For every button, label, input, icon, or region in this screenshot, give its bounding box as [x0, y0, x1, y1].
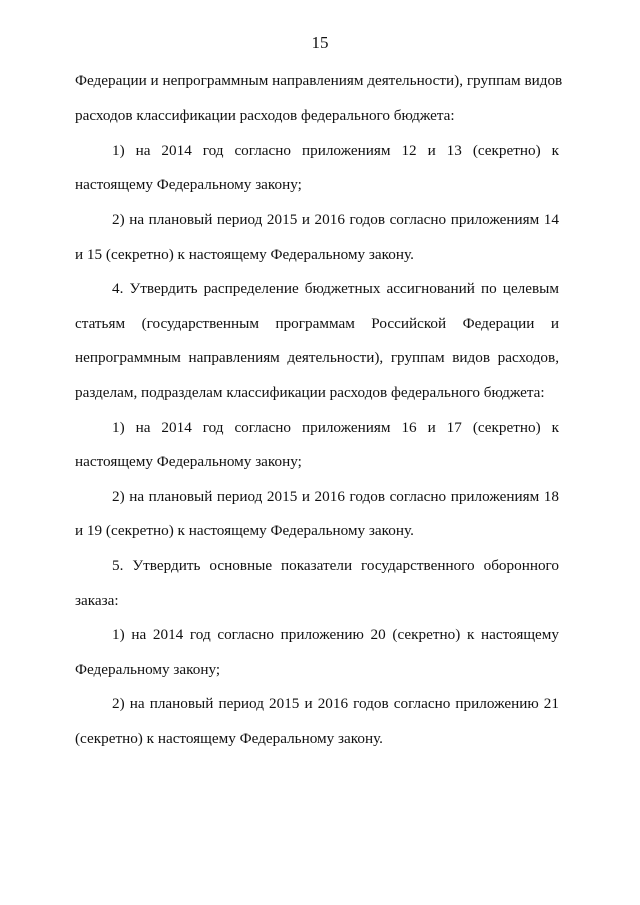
text-line: заказа: — [75, 592, 119, 609]
text-line: 1) на 2014 год согласно приложениям 16 и 17 (секретно) к — [112, 419, 559, 436]
text-line: расходов классификации расходов федерального бюджета: — [75, 107, 455, 124]
text-line: настоящему Федеральному закону; — [75, 453, 302, 470]
text-line: 4. Утвердить распределение бюджетных ассигнований по целевым — [112, 280, 559, 297]
text-line: Федеральному закону; — [75, 661, 221, 678]
text-line: статьям (государственным программам Российской Федерации и — [75, 315, 559, 332]
text-line: 1) на 2014 год согласно приложениям 12 и 13 (секретно) к — [112, 142, 559, 159]
text-line: настоящему Федеральному закону; — [75, 176, 302, 193]
text-line: 5. Утвердить основные показатели государственного оборонного — [112, 557, 559, 574]
text-line: 2) на плановый период 2015 и 2016 годов согласно приложениям 18 — [112, 488, 559, 505]
page-number: 15 — [311, 33, 329, 52]
text-line: 1) на 2014 год согласно приложению 20 (секретно) к настоящему — [112, 626, 559, 643]
text-line: 2) на плановый период 2015 и 2016 годов согласно приложениям 14 — [112, 211, 559, 228]
text-line: и 19 (секретно) к настоящему Федеральному закону. — [75, 522, 414, 539]
text-line: 2) на плановый период 2015 и 2016 годов согласно приложению 21 — [112, 695, 559, 712]
text-line: Федерации и непрограммным направлениям деятельности), группам видов — [75, 72, 563, 89]
text-line: и 15 (секретно) к настоящему Федеральному закону. — [75, 246, 414, 263]
text-line: (секретно) к настоящему Федеральному закону. — [75, 730, 383, 747]
text-line: непрограммным направлениям деятельности), группам видов расходов, — [75, 349, 559, 366]
text-line: разделам, подразделам классификации расходов федерального бюджета: — [75, 384, 545, 401]
